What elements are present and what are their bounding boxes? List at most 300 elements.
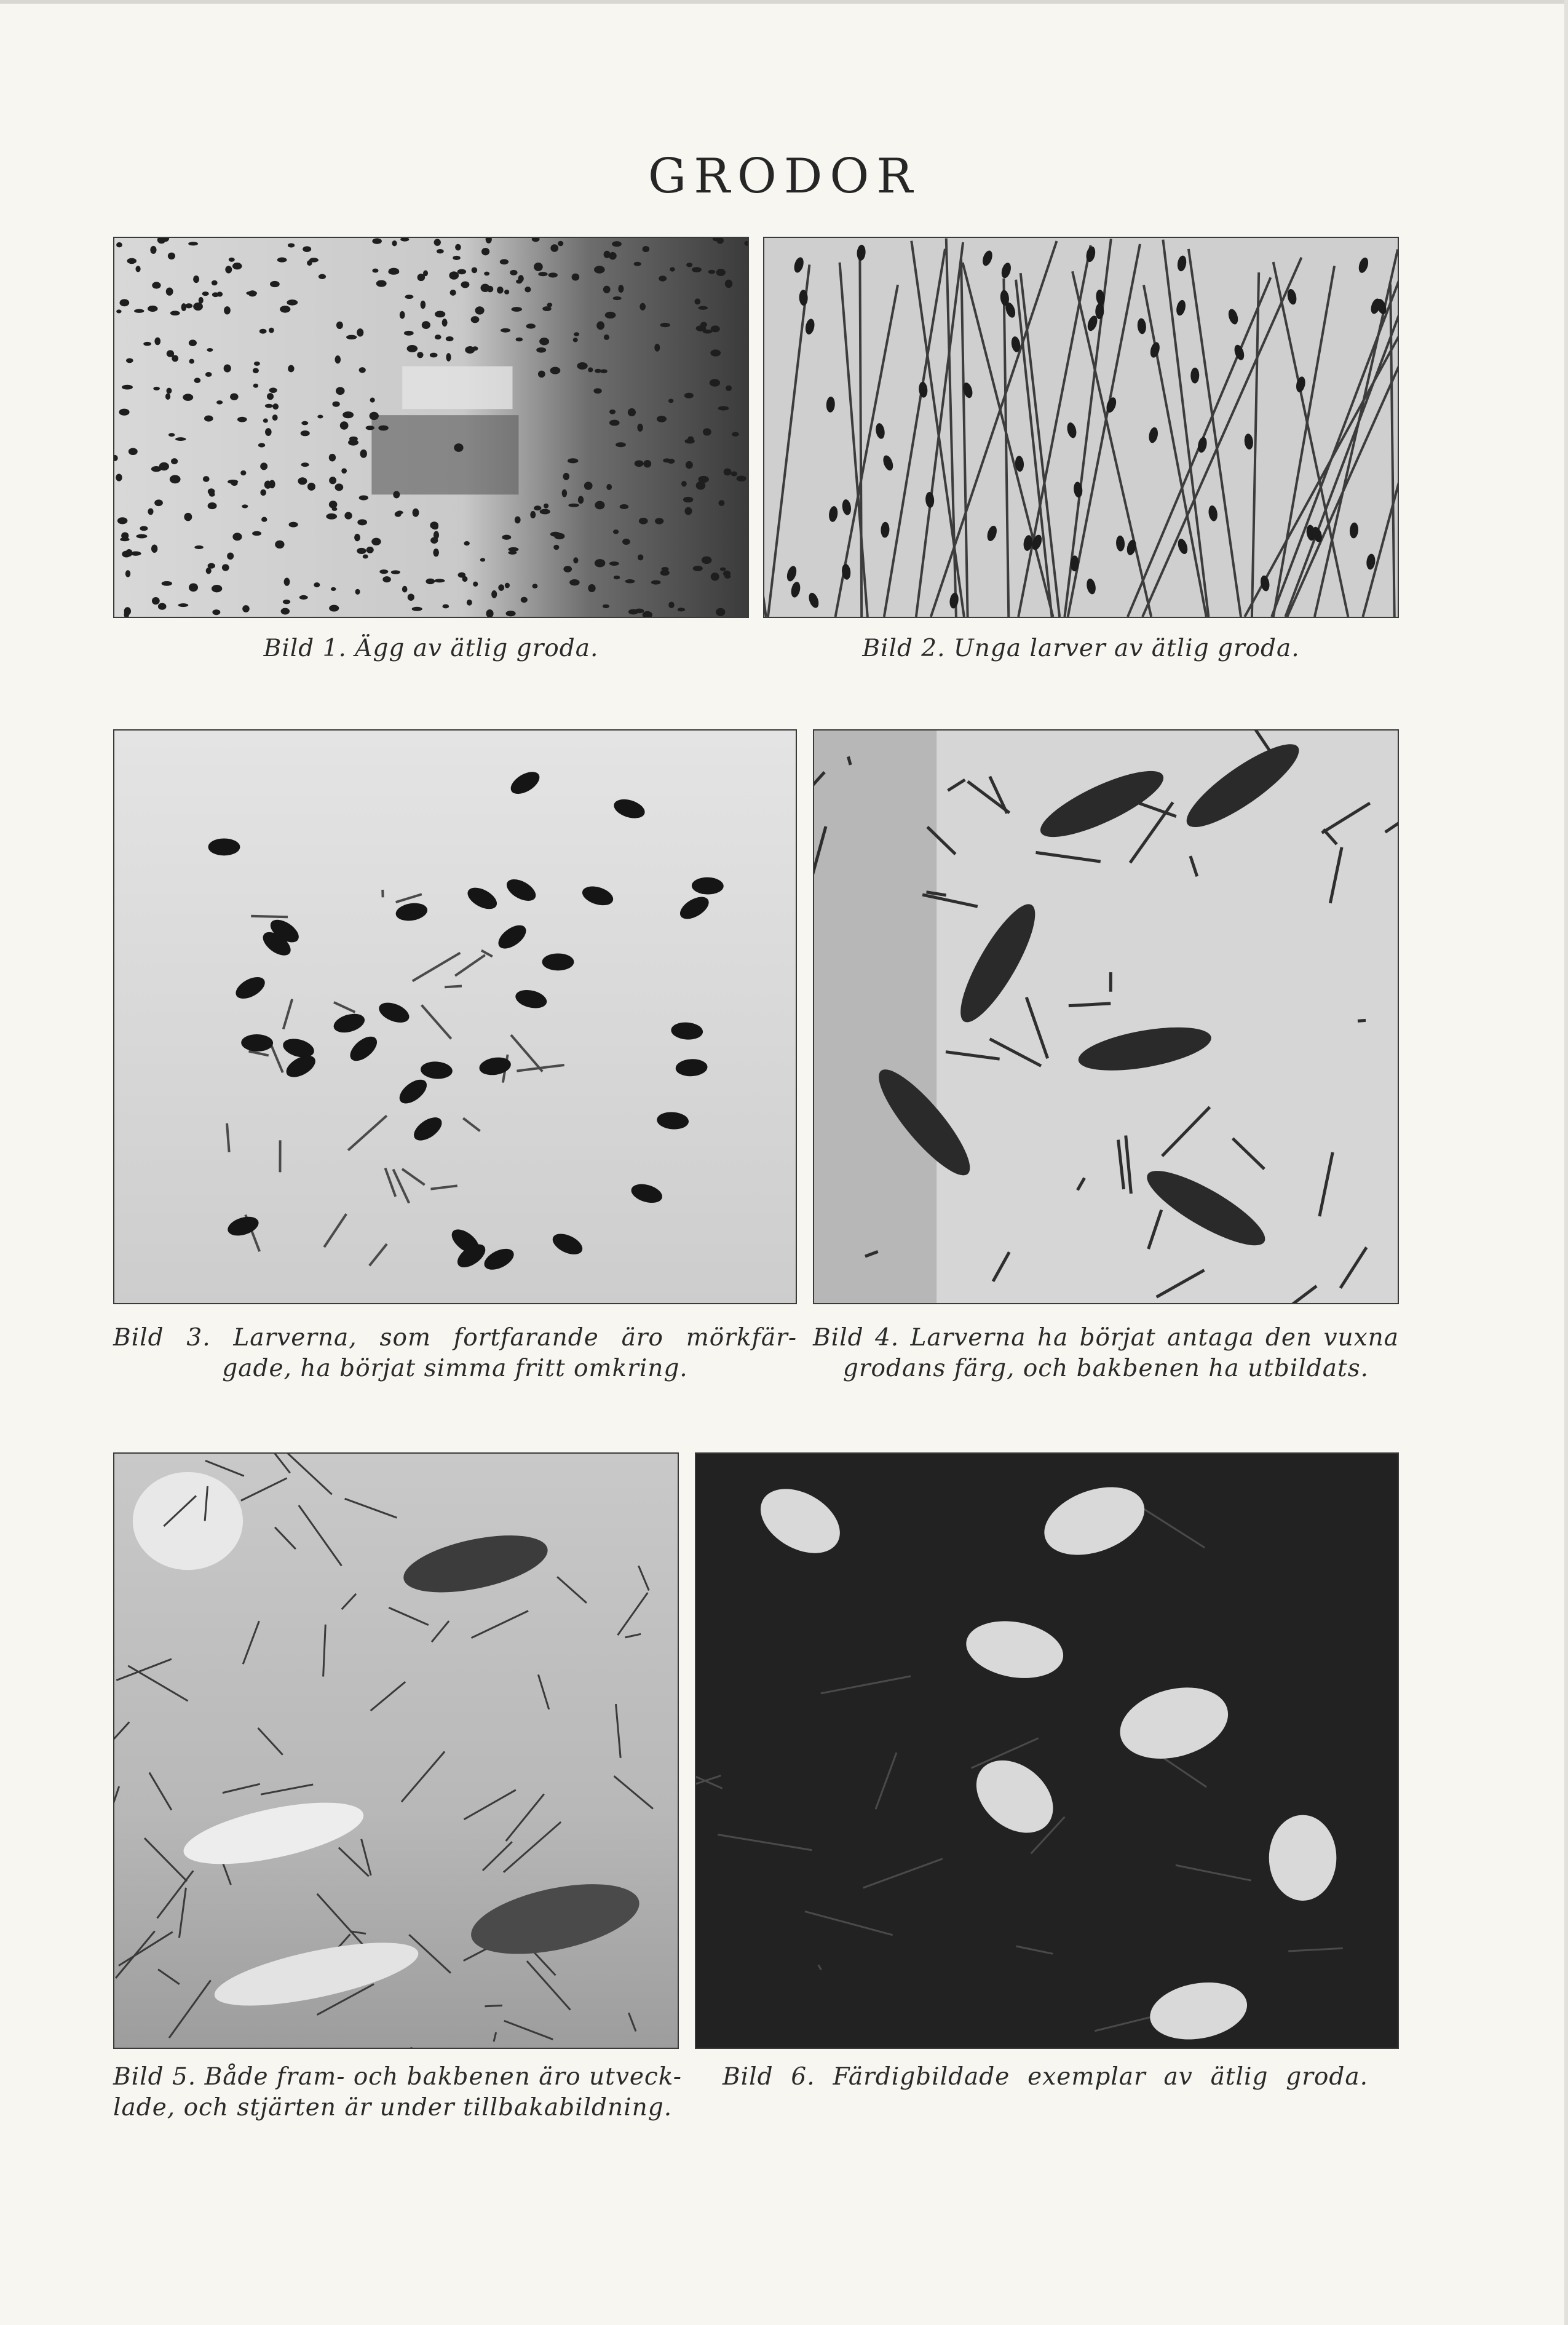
egg-dot <box>314 582 320 587</box>
weed-stem <box>848 756 850 765</box>
egg-dot <box>166 388 172 394</box>
reed-stem <box>860 254 861 617</box>
egg-dot <box>446 353 451 362</box>
egg-dot <box>668 399 674 403</box>
weed-stem <box>251 916 288 917</box>
egg-dot <box>596 321 604 330</box>
egg-dot <box>434 239 441 246</box>
egg-dot <box>301 462 309 467</box>
egg-dot <box>426 579 435 585</box>
egg-dot <box>216 400 223 405</box>
egg-dot <box>639 518 648 525</box>
egg-dot <box>232 533 242 541</box>
egg-dot <box>258 443 265 447</box>
egg-dot <box>417 352 423 358</box>
caption-line: Bild 4. Larverna ha börjat antaga den vuxna <box>813 1324 1399 1352</box>
egg-dot <box>703 330 713 334</box>
egg-dot <box>422 321 430 329</box>
egg-dot <box>357 548 366 554</box>
egg-dot <box>569 579 580 585</box>
egg-dot <box>504 290 509 295</box>
egg-dot <box>458 572 466 578</box>
page-title: GRODOR <box>647 149 921 204</box>
caption-line: Bild 5. Både fram- och bakbenen äro utveck- <box>113 2063 682 2091</box>
egg-dot <box>588 367 593 372</box>
egg-dot <box>572 274 580 281</box>
egg-dot <box>578 496 584 504</box>
egg-dot <box>376 280 387 287</box>
egg-dot <box>335 483 344 491</box>
egg-dot <box>193 275 199 283</box>
egg-dot <box>568 504 579 507</box>
caption-line: Bild 2. Unga larver av ätlig groda. <box>862 635 1300 662</box>
egg-dot <box>119 299 129 306</box>
egg-dot <box>684 507 692 515</box>
egg-dot <box>288 522 298 528</box>
egg-dot <box>222 564 229 571</box>
egg-dot <box>269 387 277 393</box>
egg-dot <box>530 511 536 518</box>
egg-dot <box>720 568 726 571</box>
egg-dot <box>550 244 558 252</box>
egg-dot <box>699 306 708 310</box>
egg-dot <box>657 416 667 422</box>
egg-dot <box>716 608 725 616</box>
egg-dot <box>317 415 323 419</box>
egg-dot <box>343 411 354 418</box>
egg-dot <box>497 287 504 294</box>
egg-dot <box>670 267 675 271</box>
egg-dot <box>450 290 456 296</box>
egg-dot <box>231 481 238 486</box>
egg-dot <box>378 426 389 431</box>
egg-dot <box>264 481 272 489</box>
egg-dot <box>718 500 724 506</box>
egg-dot <box>538 272 547 276</box>
egg-dot <box>122 385 133 390</box>
egg-dot <box>558 241 563 247</box>
egg-dot <box>455 244 461 251</box>
tadpole-mark <box>542 953 574 970</box>
egg-dot <box>502 535 511 540</box>
egg-dot <box>154 499 163 506</box>
egg-dot <box>203 476 210 482</box>
egg-dot <box>227 552 234 560</box>
egg-dot <box>281 608 290 615</box>
egg-dot <box>326 513 337 520</box>
egg-dot <box>178 603 189 607</box>
egg-dot <box>609 420 620 426</box>
egg-dot <box>229 258 235 262</box>
egg-dot <box>434 531 439 539</box>
egg-dot <box>638 554 643 560</box>
egg-dot <box>471 316 480 323</box>
egg-dot <box>242 504 248 508</box>
egg-dot <box>332 402 339 407</box>
egg-dot <box>684 439 694 444</box>
caption-bild-6 <box>723 2062 1368 2093</box>
egg-dot <box>341 468 347 473</box>
egg-dot <box>240 470 246 475</box>
egg-dot <box>562 489 568 497</box>
egg-dot <box>125 570 130 577</box>
egg-dot <box>724 574 731 579</box>
egg-dot <box>261 517 267 522</box>
egg-dot <box>553 545 559 550</box>
egg-dot <box>301 430 310 436</box>
egg-dot <box>303 246 311 252</box>
egg-dot <box>412 607 422 611</box>
egg-dot <box>481 248 489 255</box>
egg-dot <box>355 589 360 595</box>
egg-dot <box>301 421 308 426</box>
egg-dot <box>370 398 375 403</box>
egg-dot <box>472 267 478 273</box>
egg-dot <box>319 274 326 279</box>
egg-dot <box>620 504 629 509</box>
egg-dot <box>259 329 267 334</box>
egg-dot <box>595 369 601 373</box>
egg-dot <box>360 450 367 458</box>
egg-dot <box>329 454 336 462</box>
egg-dot <box>170 475 181 483</box>
caption-bild-5 <box>113 2062 682 2123</box>
egg-dot <box>526 323 536 328</box>
egg-dot <box>588 584 595 592</box>
egg-dot <box>366 547 374 553</box>
egg-dot <box>370 412 379 420</box>
egg-dot <box>153 387 160 390</box>
egg-dot <box>344 512 352 520</box>
egg-dot <box>120 537 129 541</box>
egg-dot <box>732 432 739 437</box>
egg-dot <box>193 303 203 311</box>
egg-dot <box>703 428 711 435</box>
egg-dot <box>252 531 261 536</box>
egg-dot <box>204 416 213 422</box>
egg-dot <box>418 274 426 281</box>
egg-dot <box>515 517 521 524</box>
egg-dot <box>280 306 290 313</box>
egg-dot <box>135 266 140 272</box>
caption-bild-1 <box>113 633 749 664</box>
egg-dot <box>435 335 441 339</box>
egg-dot <box>152 597 160 604</box>
egg-dot <box>158 603 167 610</box>
egg-dot <box>181 303 187 311</box>
egg-dot <box>616 442 626 447</box>
egg-dot <box>437 249 444 253</box>
egg-dot <box>663 458 671 462</box>
photo-bild-3 <box>113 729 797 1304</box>
egg-dot <box>253 368 259 373</box>
egg-dot <box>491 590 497 598</box>
egg-dot <box>668 601 675 608</box>
egg-dot <box>539 338 549 345</box>
egg-dot <box>472 346 478 351</box>
egg-dot <box>127 258 137 264</box>
egg-dot <box>393 491 400 498</box>
egg-dot <box>225 266 232 273</box>
egg-dot <box>532 584 537 588</box>
egg-dot <box>329 605 339 612</box>
egg-dot <box>357 519 367 525</box>
egg-dot <box>287 299 298 306</box>
egg-dot <box>660 323 670 327</box>
egg-dot <box>148 508 153 515</box>
egg-dot <box>635 460 644 467</box>
egg-dot <box>509 547 519 552</box>
egg-dot <box>253 384 258 388</box>
caption-line: Bild 3. Larverna, som fortfarande äro mörkfär- <box>113 1324 797 1352</box>
egg-dot <box>206 568 212 574</box>
egg-dot <box>595 559 606 567</box>
egg-dot <box>119 409 129 416</box>
egg-dot <box>329 477 336 484</box>
egg-dot <box>516 338 523 342</box>
egg-dot <box>625 579 635 584</box>
egg-dot <box>521 597 528 603</box>
egg-dot <box>392 240 397 246</box>
egg-dot <box>189 583 198 592</box>
egg-dot <box>432 525 438 530</box>
egg-dot <box>637 424 643 432</box>
egg-dot <box>573 557 578 563</box>
free-swimming-larvae-photo <box>114 731 796 1303</box>
egg-dot <box>538 371 545 378</box>
egg-dot <box>518 275 523 282</box>
egg-dot <box>336 322 343 329</box>
egg-dot <box>604 251 611 258</box>
egg-dot <box>354 534 360 541</box>
egg-dot <box>536 347 546 353</box>
egg-dot <box>628 609 638 614</box>
egg-dot <box>116 309 121 313</box>
egg-dot <box>117 517 128 524</box>
young-larvae-photo <box>764 238 1398 617</box>
egg-dot <box>224 306 231 314</box>
egg-dot <box>254 362 260 366</box>
egg-dot <box>152 282 160 288</box>
egg-dot <box>170 311 180 315</box>
egg-dot <box>708 270 716 274</box>
egg-dot <box>405 295 413 299</box>
egg-dot <box>501 328 510 333</box>
egg-dot <box>207 348 213 352</box>
egg-dot <box>548 272 558 277</box>
caption-bild-4 <box>813 1323 1399 1384</box>
egg-dot <box>614 576 620 579</box>
egg-dot <box>724 469 732 476</box>
egg-dot <box>446 336 454 341</box>
egg-dot <box>379 569 388 574</box>
egg-dot <box>484 272 489 276</box>
egg-dot <box>694 298 700 304</box>
egg-dot <box>606 484 612 490</box>
egg-dot <box>711 572 719 580</box>
egg-dot <box>454 443 463 452</box>
egg-dot <box>400 311 405 319</box>
egg-dot <box>309 258 319 263</box>
egg-dot <box>260 462 267 470</box>
egg-dot <box>150 246 156 254</box>
egg-dot <box>655 518 663 524</box>
egg-dot <box>654 344 660 352</box>
egg-dot <box>618 285 624 293</box>
egg-dot <box>686 263 692 267</box>
egg-dot <box>457 269 466 274</box>
egg-dot <box>506 611 516 616</box>
egg-dot <box>453 256 461 260</box>
egg-dot <box>332 507 338 511</box>
egg-dot <box>544 504 548 509</box>
page-edge <box>0 0 1568 4</box>
egg-dot <box>603 604 609 608</box>
egg-dot <box>461 281 470 288</box>
egg-dot <box>265 404 273 408</box>
egg-dot <box>435 311 445 318</box>
egg-dot <box>372 269 378 273</box>
egg-dot <box>407 345 418 352</box>
weed-stem <box>1358 1020 1366 1021</box>
egg-dot <box>260 489 266 496</box>
egg-dot <box>148 306 158 312</box>
egg-photo <box>114 238 748 617</box>
egg-dot <box>613 529 619 534</box>
egg-dot <box>391 570 400 574</box>
egg-dot <box>710 349 721 356</box>
egg-dot <box>731 472 737 477</box>
egg-dot <box>550 367 561 374</box>
frog-mark <box>1269 1815 1337 1901</box>
egg-dot <box>449 271 459 279</box>
egg-dot <box>498 584 504 591</box>
egg-dot <box>480 558 485 561</box>
egg-dot <box>534 505 541 510</box>
egg-dot <box>563 566 572 572</box>
weed-stem <box>445 986 462 988</box>
egg-dot <box>212 280 218 286</box>
egg-dot <box>684 393 694 398</box>
caption-line: lade, och stjärten är under tillbakabildning. <box>113 2094 673 2121</box>
egg-dot <box>612 241 622 247</box>
egg-dot <box>122 551 131 558</box>
egg-dot <box>202 291 209 296</box>
egg-dot <box>603 286 611 293</box>
egg-dot <box>726 386 732 391</box>
egg-dot <box>205 372 212 377</box>
adult-frogs-photo <box>696 1454 1398 2048</box>
egg-dot <box>212 292 219 297</box>
egg-dot <box>475 306 485 314</box>
egg-dot <box>232 263 242 269</box>
egg-dot <box>212 585 222 592</box>
egg-dot <box>525 287 531 293</box>
egg-dot <box>263 418 268 422</box>
egg-dot <box>372 238 382 244</box>
egg-dot <box>189 359 194 364</box>
egg-dot <box>725 280 732 288</box>
egg-dot <box>693 566 703 571</box>
egg-dot <box>434 579 445 582</box>
egg-dot <box>336 387 345 395</box>
egg-dot <box>595 501 604 510</box>
photo-bild-2 <box>763 237 1399 618</box>
larvae-with-hindlegs-photo <box>814 731 1398 1303</box>
photo-bild-6 <box>695 1452 1399 2049</box>
egg-dot <box>634 262 641 266</box>
egg-dot <box>609 410 616 414</box>
egg-dot <box>686 461 693 469</box>
egg-dot <box>542 306 552 311</box>
egg-dot <box>208 502 217 509</box>
egg-dot <box>628 408 636 416</box>
egg-dot <box>224 364 231 372</box>
photo-bild-1 <box>113 237 749 618</box>
caption-line: gade, ha börjat simma fritt omkring. <box>222 1355 688 1382</box>
egg-dot <box>500 259 509 264</box>
egg-dot <box>534 263 543 271</box>
egg-dot <box>269 328 274 333</box>
egg-dot <box>651 580 661 584</box>
egg-dot <box>194 545 204 549</box>
egg-dot <box>208 488 215 494</box>
caption-bild-3 <box>113 1323 797 1384</box>
egg-dot <box>678 608 686 611</box>
egg-dot <box>129 448 138 455</box>
egg-dot <box>371 538 381 545</box>
egg-dot <box>331 587 336 591</box>
egg-dot <box>168 253 175 259</box>
caption-line: Bild 6. Färdigbildade exemplar av ätlig groda. <box>723 2063 1368 2091</box>
egg-dot <box>609 561 619 566</box>
egg-dot <box>659 275 667 281</box>
egg-dot <box>298 477 307 485</box>
egg-dot <box>340 421 349 430</box>
egg-dot <box>563 473 569 480</box>
egg-dot <box>166 287 173 295</box>
egg-dot <box>604 335 609 340</box>
egg-dot <box>681 481 687 487</box>
egg-dot <box>307 483 315 491</box>
egg-dot <box>737 475 746 481</box>
egg-dot <box>143 342 151 346</box>
egg-dot <box>134 309 144 313</box>
egg-dot <box>692 267 702 272</box>
weed-stem <box>485 2005 502 2006</box>
egg-dot <box>248 290 257 296</box>
egg-dot <box>622 539 630 545</box>
egg-dot <box>389 268 399 274</box>
egg-dot <box>151 544 157 553</box>
egg-dot <box>421 301 426 309</box>
egg-dot <box>473 582 478 587</box>
egg-dot <box>168 433 175 437</box>
egg-dot <box>183 394 193 401</box>
egg-dot <box>189 339 197 346</box>
egg-dot <box>154 338 160 346</box>
egg-dot <box>487 286 494 293</box>
egg-dot <box>270 281 280 287</box>
egg-dot <box>188 242 198 245</box>
egg-dot <box>413 509 419 517</box>
egg-dot <box>165 394 170 400</box>
egg-dot <box>464 541 469 545</box>
egg-dot <box>510 270 517 275</box>
egg-dot <box>299 595 308 600</box>
egg-dot <box>584 481 593 489</box>
egg-dot <box>718 406 729 410</box>
